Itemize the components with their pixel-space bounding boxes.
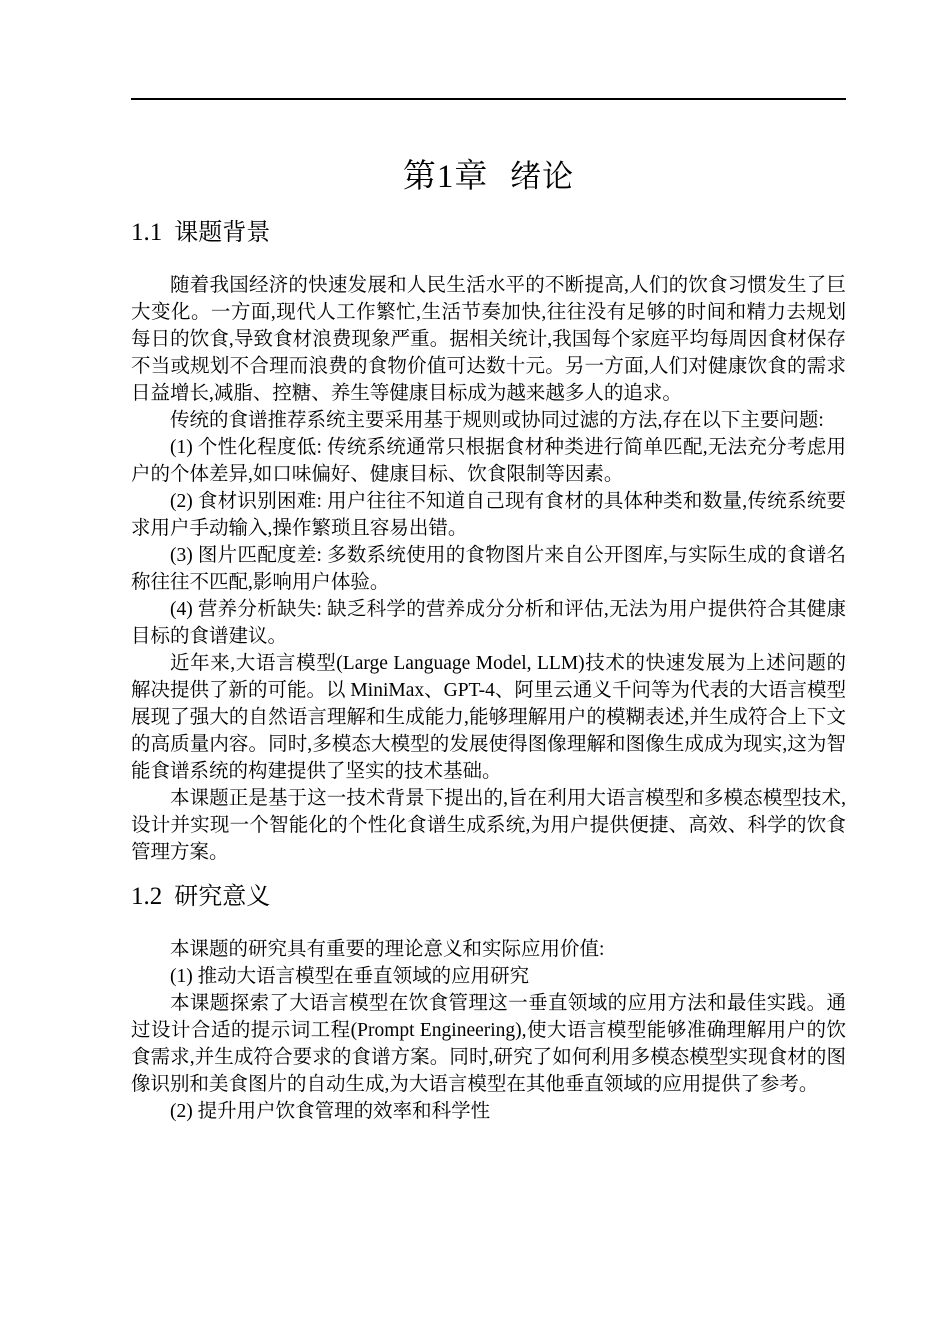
paragraph: 传统的食谱推荐系统主要采用基于规则或协同过滤的方法,存在以下主要问题: (170, 410, 824, 431)
list-item: (2) 提升用户饮食管理的效率和科学性 (170, 1101, 491, 1122)
list-item: (4) 营养分析缺失: 缺乏科学的营养成分分析和评估,无法为用户提供符合其健康目标的食谱建议。 (131, 599, 846, 647)
section-title-text: 研究意义 (174, 882, 271, 910)
section-number: 1.2 (131, 883, 163, 910)
list-item: (1) 推动大语言模型在垂直领域的应用研究 (170, 966, 530, 987)
paragraph: 本课题正是基于这一技术背景下提出的,旨在利用大语言模型和多模态模型技术,设计并实现一个智能化的个性化食谱生成系统,为用户提供便捷、高效、科学的饮食管理方案。 (131, 788, 846, 863)
list-item: (1) 个性化程度低: 传统系统通常只根据食材种类进行简单匹配,无法充分考虑用户的个体差异,如口味偏好、健康目标、饮食限制等因素。 (131, 437, 846, 485)
paragraph: 本课题探索了大语言模型在饮食管理这一垂直领域的应用方法和最佳实践。通过设计合适的提示词工程(Prompt Engineering),使大语言模型能够准确理解用户的饮食需求,并生成符合要求的食谱方案。同时,研究了如何利用多模态模型实现食材的图像识别和美食图片的自动生成,为大语言模型在其他垂直领域的应用提供了参考。 (131, 993, 846, 1095)
header-rule (131, 98, 846, 100)
section-title-text: 课题背景 (174, 218, 271, 246)
chapter-title-text: 绪论 (510, 159, 575, 195)
list-item: (2) 食材识别困难: 用户往往不知道自己现有食材的具体种类和数量,传统系统要求用户手动输入,操作繁琐且容易出错。 (131, 491, 846, 539)
paragraph: 近年来,大语言模型(Large Language Model, LLM)技术的快速发展为上述问题的解决提供了新的可能。以 MiniMax、GPT-4、阿里云通义千问等为代表的大语言模型展现了强大的自然语言理解和生成能力,能够理解用户的模糊表述,并生成符合上下文的高质量内容。同时,多模态大模型的发展使得图像理解和图像生成成为现实,这为智能食谱系统的构建提供了坚实的技术基础。 (131, 653, 846, 782)
section-number: 1.1 (131, 219, 163, 246)
page-content (131, 150, 846, 1125)
paragraph: 随着我国经济的快速发展和人民生活水平的不断提高,人们的饮食习惯发生了巨大变化。一方面,现代人工作繁忙,生活节奏加快,往往没有足够的时间和精力去规划每日的饮食,导致食材浪费现象严重。据相关统计,我国每个家庭平均每周因食材保存不当或规划不合理而浪费的食物价值可达数十元。另一方面,人们对健康饮食的需求日益增长,减脂、控糖、养生等健康目标成为越来越多人的追求。 (131, 275, 846, 404)
chapter-title (131, 150, 846, 204)
chapter-number: 第1章 (402, 159, 489, 195)
section-heading-significance (131, 872, 846, 921)
paragraph: 本课题的研究具有重要的理论意义和实际应用价值: (170, 939, 605, 960)
section-heading-background (131, 208, 846, 257)
list-item: (3) 图片匹配度差: 多数系统使用的食物图片来自公开图库,与实际生成的食谱名称往往不匹配,影响用户体验。 (131, 545, 846, 593)
